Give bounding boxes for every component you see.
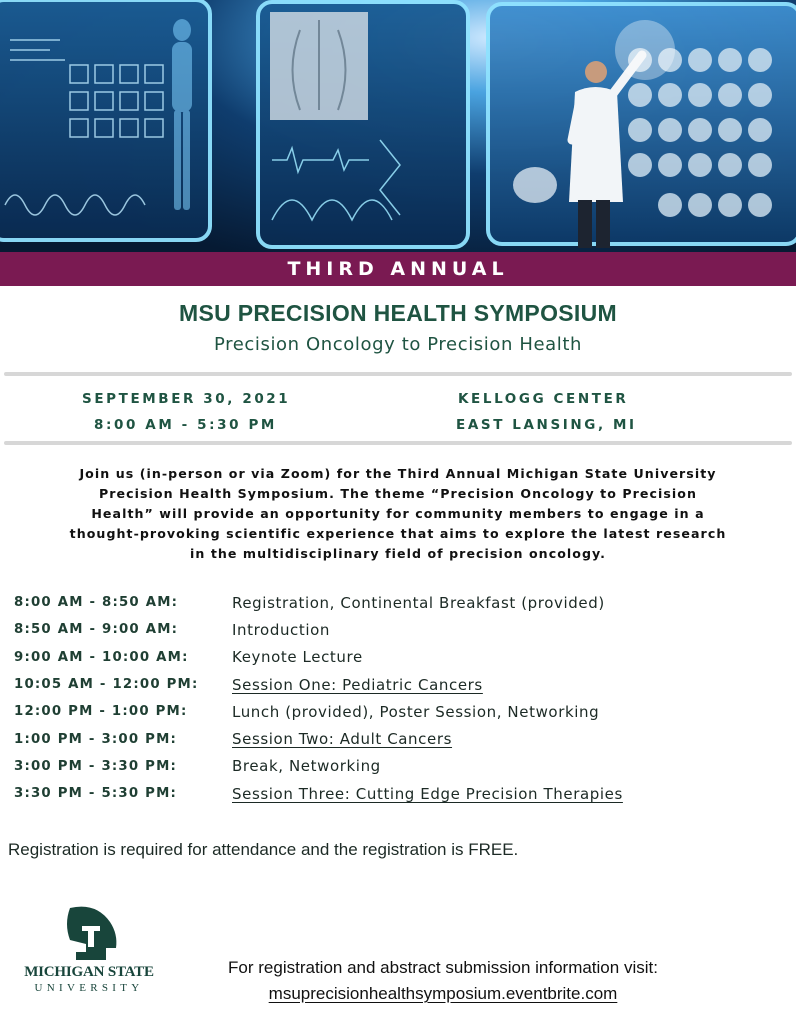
registration-info-text: For registration and abstract submission information visit: bbox=[228, 958, 658, 977]
schedule-event: Lunch (provided), Poster Session, Networking bbox=[232, 702, 600, 721]
symposium-title: MSU PRECISION HEALTH SYMPOSIUM bbox=[179, 300, 617, 326]
event-location: EAST LANSING, MI bbox=[456, 417, 637, 433]
schedule-time: 3:30 PM - 5:30 PM: bbox=[14, 786, 178, 802]
event-venue: KELLOGG CENTER bbox=[458, 391, 629, 407]
intro-line: Precision Health Symposium. The theme “Precision Oncology to Precision bbox=[98, 486, 697, 501]
schedule-row bbox=[14, 644, 794, 671]
schedule-event: Introduction bbox=[232, 620, 331, 639]
medical-screens-illustration bbox=[0, 0, 796, 252]
schedule-time: 8:00 AM - 8:50 AM: bbox=[14, 595, 179, 611]
schedule-time: 3:00 PM - 3:30 PM: bbox=[14, 758, 178, 774]
schedule-event: Registration, Continental Breakfast (provided) bbox=[232, 593, 605, 612]
schedule-row bbox=[14, 725, 794, 752]
third-annual-banner bbox=[0, 252, 796, 286]
schedule-event: Break, Networking bbox=[232, 757, 381, 776]
symposium-subtitle: Precision Oncology to Precision Health bbox=[213, 334, 583, 355]
eventbrite-link[interactable]: msuprecisionhealthsymposium.eventbrite.com bbox=[268, 984, 618, 1003]
session-three-link[interactable]: Session Three: Cutting Edge Precision Therapies bbox=[232, 784, 623, 803]
schedule-row bbox=[14, 698, 794, 725]
schedule-time: 10:05 AM - 12:00 PM: bbox=[14, 677, 199, 693]
schedule-row bbox=[14, 589, 794, 616]
intro-line: thought-provoking scientific experience that aims to explore the latest research bbox=[69, 526, 727, 541]
schedule-row bbox=[14, 753, 794, 780]
hero-image bbox=[0, 0, 796, 252]
schedule-time: 1:00 PM - 3:00 PM: bbox=[14, 731, 178, 747]
session-two-link[interactable]: Session Two: Adult Cancers bbox=[232, 730, 453, 749]
divider-top bbox=[4, 372, 792, 376]
intro-paragraph bbox=[6, 464, 790, 564]
spartan-helmet-icon bbox=[18, 902, 160, 964]
logo-line-2: UNIVERSITY bbox=[34, 982, 144, 994]
schedule-time: 8:50 AM - 9:00 AM: bbox=[14, 622, 179, 638]
event-time: 8:00 AM - 5:30 PM bbox=[94, 417, 277, 433]
logo-line-1: MICHIGAN STATE bbox=[24, 964, 154, 980]
event-date: SEPTEMBER 30, 2021 bbox=[82, 391, 291, 407]
schedule-row bbox=[14, 671, 794, 698]
schedule-event: Keynote Lecture bbox=[232, 648, 363, 667]
banner-label: THIRD ANNUAL bbox=[287, 258, 509, 280]
msu-logo bbox=[18, 902, 160, 1002]
schedule-time: 9:00 AM - 10:00 AM: bbox=[14, 649, 189, 665]
divider-bottom bbox=[4, 441, 792, 445]
schedule-list bbox=[14, 589, 794, 807]
intro-line: Health” will provide an opportunity for community members to engage in a bbox=[91, 506, 705, 521]
intro-line: Join us (in-person or via Zoom) for the Third Annual Michigan State University bbox=[79, 466, 717, 481]
registration-note: Registration is required for attendance and the registration is FREE. bbox=[8, 840, 519, 859]
session-one-link[interactable]: Session One: Pediatric Cancers bbox=[232, 675, 483, 694]
schedule-time: 12:00 PM - 1:00 PM: bbox=[14, 704, 188, 720]
intro-line: in the multidisciplinary field of precision oncology. bbox=[190, 546, 606, 561]
schedule-row bbox=[14, 780, 794, 807]
schedule-row bbox=[14, 616, 794, 643]
